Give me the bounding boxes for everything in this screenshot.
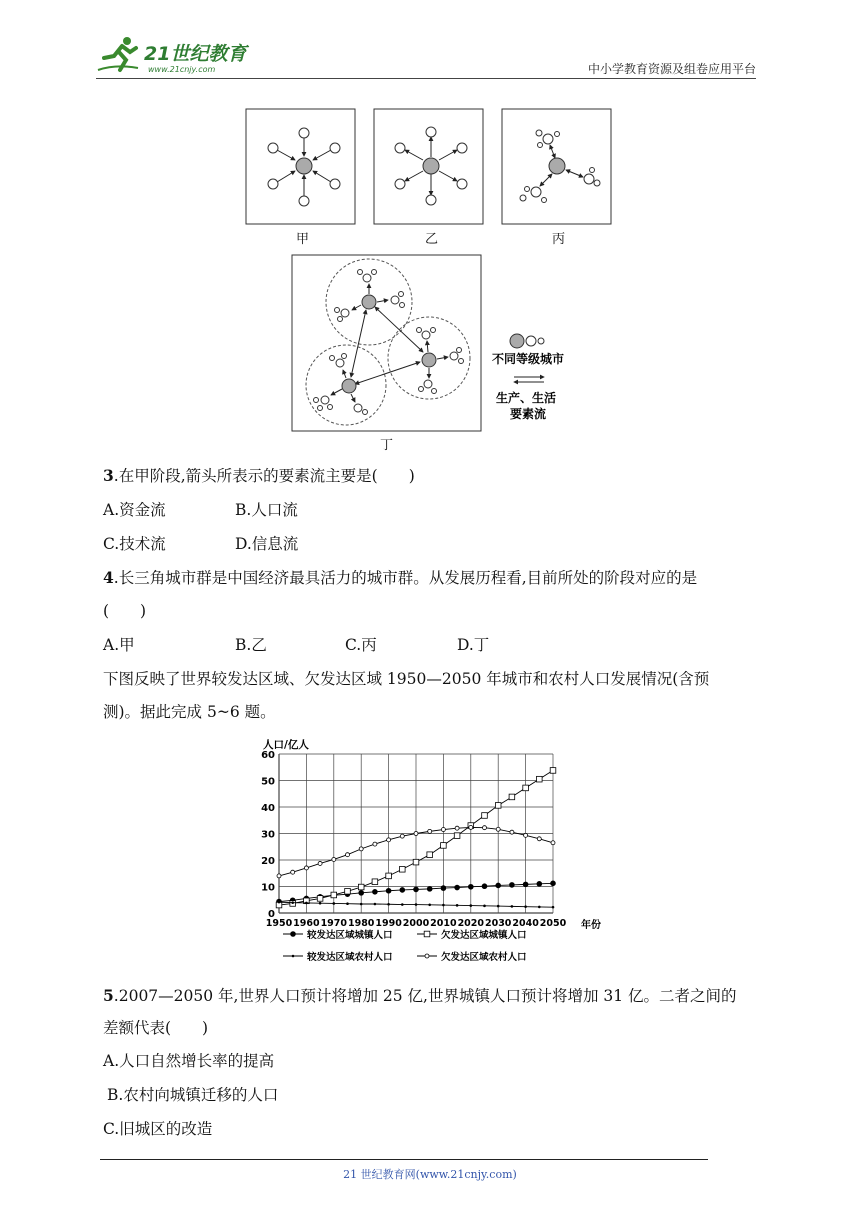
- platform-name: 中小学教育资源及组卷应用平台: [587, 62, 756, 76]
- q4-option-d: D.丁: [457, 636, 490, 654]
- q3-option-b: B.人口流: [235, 501, 298, 519]
- data-point: [318, 861, 322, 865]
- q5-option-a: A.人口自然增长率的提高: [103, 1052, 275, 1070]
- data-point: [373, 842, 377, 846]
- data-point: [428, 903, 431, 906]
- data-point: [509, 882, 515, 888]
- data-point: [469, 825, 473, 829]
- data-point: [483, 905, 486, 908]
- y-tick-label: 0: [268, 909, 275, 920]
- x-tick-label: 2010: [430, 918, 457, 929]
- y-tick-label: 60: [261, 750, 275, 761]
- q4-option-c: C.丙: [345, 636, 377, 654]
- x-tick-label: 1960: [293, 918, 320, 929]
- q3-stem: .在甲阶段,箭头所表示的要素流主要是( ): [113, 467, 415, 485]
- data-point: [456, 904, 459, 907]
- data-point: [538, 906, 541, 909]
- data-point: [537, 837, 541, 841]
- chart-xlabel: 年份: [581, 920, 601, 931]
- data-point: [510, 830, 514, 834]
- data-point: [386, 888, 392, 894]
- data-point: [550, 768, 556, 774]
- q5-stem: .2007—2050 年,世界人口预计将增加 25 亿,世界城镇人口预计将增加 31 亿。二者之间的: [113, 987, 737, 1005]
- x-tick-label: 1970: [320, 918, 348, 929]
- q5-option-c: C.旧城区的改造: [103, 1120, 213, 1138]
- data-point: [482, 813, 488, 819]
- data-point: [333, 902, 336, 905]
- q5-stem-cont: 差额代表( ): [103, 1019, 209, 1037]
- q4-stem: .长三角城市群是中国经济最具活力的城市群。从发展历程看,目前所处的阶段对应的是: [113, 569, 698, 587]
- data-point: [414, 832, 418, 836]
- data-point: [400, 887, 406, 893]
- panel-label-ding: 丁: [380, 438, 394, 453]
- data-point: [537, 776, 543, 782]
- q3-option-d: D.信息流: [235, 535, 299, 553]
- y-tick-label: 20: [261, 856, 275, 867]
- data-point: [454, 885, 460, 891]
- data-point: [346, 902, 349, 905]
- data-point: [291, 901, 294, 904]
- data-point: [427, 852, 433, 858]
- panel-label-yi: 乙: [425, 232, 439, 247]
- legend-label: 欠发达区域农村人口: [441, 952, 527, 963]
- panel-ding: [292, 255, 481, 431]
- x-tick-label: 2030: [484, 918, 512, 929]
- chart-y-ticks: [261, 750, 275, 920]
- legend-label: 欠发达区域城镇人口: [441, 930, 527, 941]
- x-tick-label: 1950: [265, 918, 293, 929]
- data-point: [317, 896, 323, 902]
- data-point: [441, 828, 445, 832]
- data-point: [401, 903, 404, 906]
- legend-label: 较发达区域农村人口: [307, 952, 393, 963]
- chart-ylabel: 人口/亿人: [263, 739, 309, 751]
- data-point: [495, 803, 501, 809]
- data-point: [524, 833, 528, 837]
- data-point: [509, 794, 515, 800]
- legend-city-small: [538, 338, 544, 344]
- data-point: [427, 886, 433, 892]
- chart-legend: [283, 929, 527, 963]
- data-point: [482, 883, 488, 889]
- legend-item: [283, 929, 393, 941]
- data-point: [441, 843, 447, 849]
- data-point: [470, 904, 473, 907]
- legend-city-medium: [526, 336, 536, 346]
- data-point: [372, 879, 378, 885]
- data-point: [454, 833, 460, 839]
- q5-number: 5: [103, 986, 114, 1005]
- data-point: [415, 903, 418, 906]
- data-point: [413, 859, 419, 865]
- data-point: [359, 847, 363, 851]
- q3-option-c: C.技术流: [103, 535, 166, 553]
- data-point: [511, 905, 514, 908]
- data-point: [495, 883, 501, 889]
- panel-label-bing: 丙: [552, 232, 566, 247]
- logo-url: www.21cnjy.com: [148, 65, 216, 74]
- data-point: [290, 931, 296, 937]
- data-point: [428, 829, 432, 833]
- diagram-legend: [492, 334, 564, 421]
- data-point: [332, 857, 336, 861]
- data-point: [374, 903, 377, 906]
- data-point: [304, 866, 308, 870]
- q4-number: 4: [103, 568, 114, 587]
- chart-x-ticks: [266, 918, 567, 929]
- logo-text: 21世纪教育: [144, 43, 247, 65]
- q5-option-b: B.农村向城镇迁移的人口: [107, 1086, 279, 1104]
- q4-option-a: A.甲: [103, 636, 135, 654]
- data-point: [524, 905, 527, 908]
- data-point: [331, 892, 337, 898]
- data-point: [345, 888, 351, 894]
- x-tick-label: 2000: [402, 918, 430, 929]
- data-point: [468, 884, 474, 890]
- data-point: [442, 904, 445, 907]
- data-point: [496, 827, 500, 831]
- data-point: [292, 955, 295, 958]
- data-point: [291, 870, 295, 874]
- question-3: [103, 465, 415, 487]
- data-point: [455, 826, 459, 830]
- data-point: [278, 901, 281, 904]
- q4-stem-cont: ( ): [103, 602, 147, 620]
- data-point: [483, 826, 487, 830]
- data-point: [523, 785, 529, 791]
- legend-item: [283, 951, 393, 963]
- x-tick-label: 1980: [347, 918, 375, 929]
- panel-label-jia: 甲: [296, 232, 310, 247]
- intro-line-1: 下图反映了世界较发达区域、欠发达区域 1950—2050 年城市和农村人口发展情况(含预: [103, 670, 710, 688]
- legend-item: [417, 951, 527, 963]
- data-point: [360, 903, 363, 906]
- data-point: [413, 887, 419, 893]
- footer-divider: [100, 1159, 708, 1160]
- data-point: [425, 954, 429, 958]
- data-point: [537, 881, 543, 887]
- q3-option-a: A.资金流: [103, 501, 166, 519]
- x-tick-label: 2040: [512, 918, 539, 929]
- y-tick-label: 40: [261, 803, 275, 814]
- data-point: [386, 873, 392, 879]
- data-point: [441, 885, 447, 891]
- legend-item: [417, 929, 527, 941]
- data-point: [552, 906, 555, 909]
- data-point: [551, 841, 555, 845]
- data-point: [400, 866, 406, 872]
- q4-option-b: B.乙: [235, 636, 267, 654]
- data-point: [387, 903, 390, 906]
- data-point: [305, 902, 308, 905]
- legend-cities-label: 不同等级城市: [492, 352, 565, 366]
- data-point: [372, 889, 378, 895]
- q3-number: 3: [103, 466, 114, 485]
- data-point: [277, 874, 281, 878]
- data-point: [523, 882, 529, 888]
- data-point: [358, 884, 364, 890]
- x-tick-label: 2020: [457, 918, 485, 929]
- x-tick-label: 2050: [539, 918, 567, 929]
- data-point: [319, 902, 322, 905]
- y-tick-label: 30: [261, 829, 275, 841]
- data-point: [358, 890, 364, 896]
- y-tick-label: 50: [261, 776, 275, 788]
- legend-city-large: [510, 334, 524, 348]
- data-point: [550, 881, 556, 887]
- intro-line-2: 测)。据此完成 5~6 题。: [103, 703, 276, 721]
- data-point: [387, 838, 391, 842]
- legend-flow-line1: 生产、生活: [496, 391, 557, 405]
- question-5: [103, 985, 737, 1007]
- footer-text: 21 世纪教育网(www.21cnjy.com): [343, 1168, 517, 1181]
- legend-flow-line2: 要素流: [510, 407, 547, 421]
- data-point: [346, 853, 350, 857]
- data-point: [424, 931, 430, 937]
- data-point: [400, 834, 404, 838]
- legend-label: 较发达区域城镇人口: [307, 930, 393, 941]
- population-chart: [255, 732, 605, 972]
- question-4: [103, 567, 697, 589]
- x-tick-label: 1990: [375, 918, 402, 929]
- y-tick-label: 10: [261, 882, 275, 894]
- data-point: [497, 905, 500, 908]
